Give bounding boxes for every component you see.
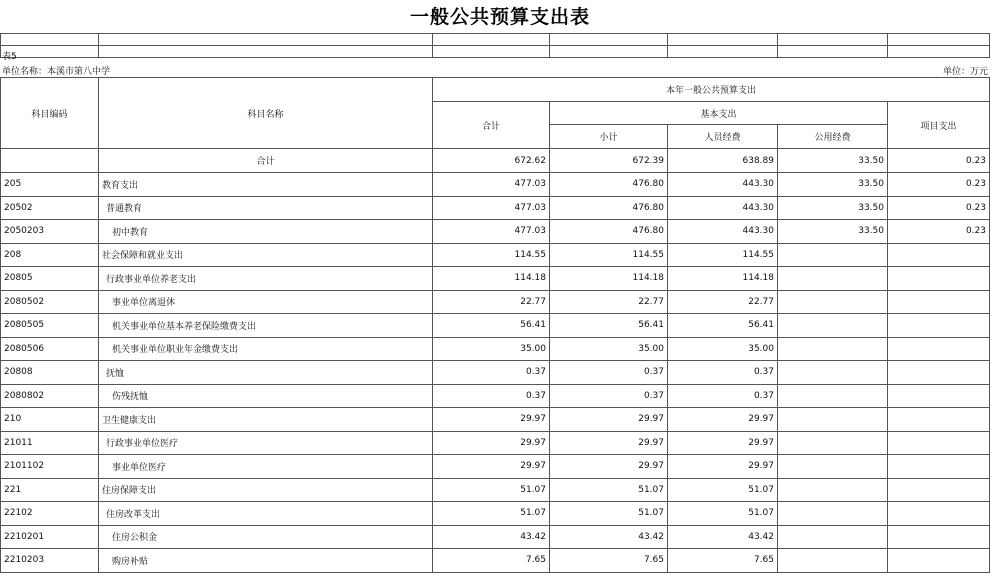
cell-public (778, 525, 888, 549)
cell-personnel: 443.30 (668, 220, 778, 244)
cell-code: 20502 (1, 196, 99, 220)
cell-personnel: 0.37 (668, 361, 778, 385)
header-code: 科目编码 (1, 78, 99, 149)
cell-public (778, 502, 888, 526)
cell-subtotal: 29.97 (550, 431, 668, 455)
cell-project (888, 525, 990, 549)
cell-personnel: 22.77 (668, 290, 778, 314)
cell-project (888, 314, 990, 338)
cell-name: 抚恤 (99, 361, 433, 385)
header-basic: 基本支出 (550, 102, 888, 125)
cell-name: 机关事业单位职业年金缴费支出 (99, 337, 433, 361)
cell-name: 行政事业单位医疗 (99, 431, 433, 455)
cell-personnel: 0.37 (668, 384, 778, 408)
cell-personnel: 638.89 (668, 149, 778, 173)
cell-name: 住房公积金 (99, 525, 433, 549)
table-row (1, 502, 990, 526)
table-row (1, 408, 990, 432)
cell-name: 事业单位离退休 (99, 290, 433, 314)
table-row (1, 478, 990, 502)
cell-total: 672.62 (433, 149, 550, 173)
cell-subtotal: 672.39 (550, 149, 668, 173)
cell-total: 51.07 (433, 502, 550, 526)
cell-total: 29.97 (433, 408, 550, 432)
cell-name: 机关事业单位基本养老保险缴费支出 (99, 314, 433, 338)
header-public: 公用经费 (778, 125, 888, 149)
table-row (1, 384, 990, 408)
table-row (1, 361, 990, 385)
cell-code: 2080506 (1, 337, 99, 361)
cell-code: 205 (1, 173, 99, 197)
cell-subtotal: 43.42 (550, 525, 668, 549)
budget-table (0, 77, 990, 573)
cell-subtotal: 35.00 (550, 337, 668, 361)
cell-total: 51.07 (433, 478, 550, 502)
header-subtotal: 小计 (550, 125, 668, 149)
cell-public (778, 408, 888, 432)
cell-personnel: 443.30 (668, 196, 778, 220)
cell-public (778, 431, 888, 455)
cell-public (778, 384, 888, 408)
cell-code: 221 (1, 478, 99, 502)
table-row (1, 196, 990, 220)
cell-personnel: 56.41 (668, 314, 778, 338)
header-personnel: 人员经费 (668, 125, 778, 149)
cell-project (888, 267, 990, 291)
cell-public (778, 361, 888, 385)
cell-total: 7.65 (433, 549, 550, 573)
cell-subtotal: 476.80 (550, 196, 668, 220)
blank-rows (0, 33, 990, 58)
cell-subtotal: 51.07 (550, 502, 668, 526)
cell-subtotal: 22.77 (550, 290, 668, 314)
cell-code: 2050203 (1, 220, 99, 244)
cell-code: 2101102 (1, 455, 99, 479)
unit-name: 单位名称：本溪市第八中学 (2, 67, 111, 77)
cell-public (778, 314, 888, 338)
cell-project (888, 502, 990, 526)
cell-personnel: 35.00 (668, 337, 778, 361)
cell-code: 2210203 (1, 549, 99, 573)
cell-total: 477.03 (433, 196, 550, 220)
table-number: 表5 (2, 52, 17, 62)
cell-project (888, 408, 990, 432)
cell-code (1, 149, 99, 173)
cell-name: 普通教育 (99, 196, 433, 220)
cell-total: 114.18 (433, 267, 550, 291)
table-row (1, 431, 990, 455)
cell-subtotal: 29.97 (550, 455, 668, 479)
cell-total: 477.03 (433, 220, 550, 244)
cell-total: 114.55 (433, 243, 550, 267)
cell-public (778, 549, 888, 573)
unit-label: 单位：万元 (942, 67, 988, 77)
header-name: 科目名称 (99, 78, 433, 149)
cell-subtotal: 476.80 (550, 173, 668, 197)
cell-code: 2080502 (1, 290, 99, 314)
cell-total: 29.97 (433, 455, 550, 479)
table-row (1, 243, 990, 267)
cell-total: 56.41 (433, 314, 550, 338)
cell-total: 22.77 (433, 290, 550, 314)
cell-project: 0.23 (888, 196, 990, 220)
cell-subtotal: 114.55 (550, 243, 668, 267)
cell-project (888, 337, 990, 361)
cell-project (888, 384, 990, 408)
cell-total: 477.03 (433, 173, 550, 197)
cell-personnel: 43.42 (668, 525, 778, 549)
cell-code: 22102 (1, 502, 99, 526)
cell-name: 教育支出 (99, 173, 433, 197)
table-row (1, 455, 990, 479)
table-row (1, 173, 990, 197)
table-row (1, 549, 990, 573)
cell-subtotal: 29.97 (550, 408, 668, 432)
cell-public (778, 478, 888, 502)
cell-personnel: 7.65 (668, 549, 778, 573)
cell-code: 20808 (1, 361, 99, 385)
cell-subtotal: 51.07 (550, 478, 668, 502)
cell-public (778, 455, 888, 479)
cell-total: 43.42 (433, 525, 550, 549)
cell-public: 33.50 (778, 196, 888, 220)
cell-personnel: 443.30 (668, 173, 778, 197)
cell-name: 事业单位医疗 (99, 455, 433, 479)
cell-personnel: 51.07 (668, 478, 778, 502)
cell-code: 21011 (1, 431, 99, 455)
cell-public (778, 290, 888, 314)
cell-public: 33.50 (778, 220, 888, 244)
table-row (1, 267, 990, 291)
cell-personnel: 29.97 (668, 431, 778, 455)
cell-public (778, 267, 888, 291)
cell-code: 2080505 (1, 314, 99, 338)
cell-name: 购房补贴 (99, 549, 433, 573)
header-project: 项目支出 (888, 102, 990, 149)
cell-name: 合计 (99, 149, 433, 173)
cell-total: 35.00 (433, 337, 550, 361)
header-total: 合计 (433, 102, 550, 149)
cell-total: 0.37 (433, 384, 550, 408)
cell-code: 210 (1, 408, 99, 432)
cell-subtotal: 56.41 (550, 314, 668, 338)
cell-code: 2210201 (1, 525, 99, 549)
table-row (1, 525, 990, 549)
total-row (1, 149, 990, 173)
cell-name: 伤残抚恤 (99, 384, 433, 408)
cell-project: 0.23 (888, 220, 990, 244)
cell-subtotal: 476.80 (550, 220, 668, 244)
cell-subtotal: 0.37 (550, 361, 668, 385)
table-row (1, 220, 990, 244)
cell-code: 2080802 (1, 384, 99, 408)
cell-total: 0.37 (433, 361, 550, 385)
cell-name: 社会保障和就业支出 (99, 243, 433, 267)
table-row (1, 337, 990, 361)
cell-personnel: 29.97 (668, 408, 778, 432)
cell-public (778, 243, 888, 267)
cell-project: 0.23 (888, 149, 990, 173)
cell-project: 0.23 (888, 173, 990, 197)
table-row (1, 314, 990, 338)
cell-public: 33.50 (778, 173, 888, 197)
cell-public: 33.50 (778, 149, 888, 173)
table-row (1, 290, 990, 314)
cell-public (778, 337, 888, 361)
cell-project (888, 549, 990, 573)
cell-personnel: 114.18 (668, 267, 778, 291)
cell-project (888, 431, 990, 455)
cell-subtotal: 0.37 (550, 384, 668, 408)
cell-total: 29.97 (433, 431, 550, 455)
cell-name: 住房保障支出 (99, 478, 433, 502)
cell-project (888, 243, 990, 267)
cell-name: 初中教育 (99, 220, 433, 244)
cell-code: 208 (1, 243, 99, 267)
cell-subtotal: 114.18 (550, 267, 668, 291)
page-title: 一般公共预算支出表 (409, 6, 590, 28)
header-group: 本年一般公共预算支出 (433, 78, 990, 102)
cell-name: 卫生健康支出 (99, 408, 433, 432)
cell-project (888, 290, 990, 314)
cell-project (888, 455, 990, 479)
cell-personnel: 51.07 (668, 502, 778, 526)
cell-subtotal: 7.65 (550, 549, 668, 573)
cell-name: 行政事业单位养老支出 (99, 267, 433, 291)
cell-name: 住房改革支出 (99, 502, 433, 526)
cell-project (888, 478, 990, 502)
cell-code: 20805 (1, 267, 99, 291)
cell-project (888, 361, 990, 385)
cell-personnel: 114.55 (668, 243, 778, 267)
cell-personnel: 29.97 (668, 455, 778, 479)
